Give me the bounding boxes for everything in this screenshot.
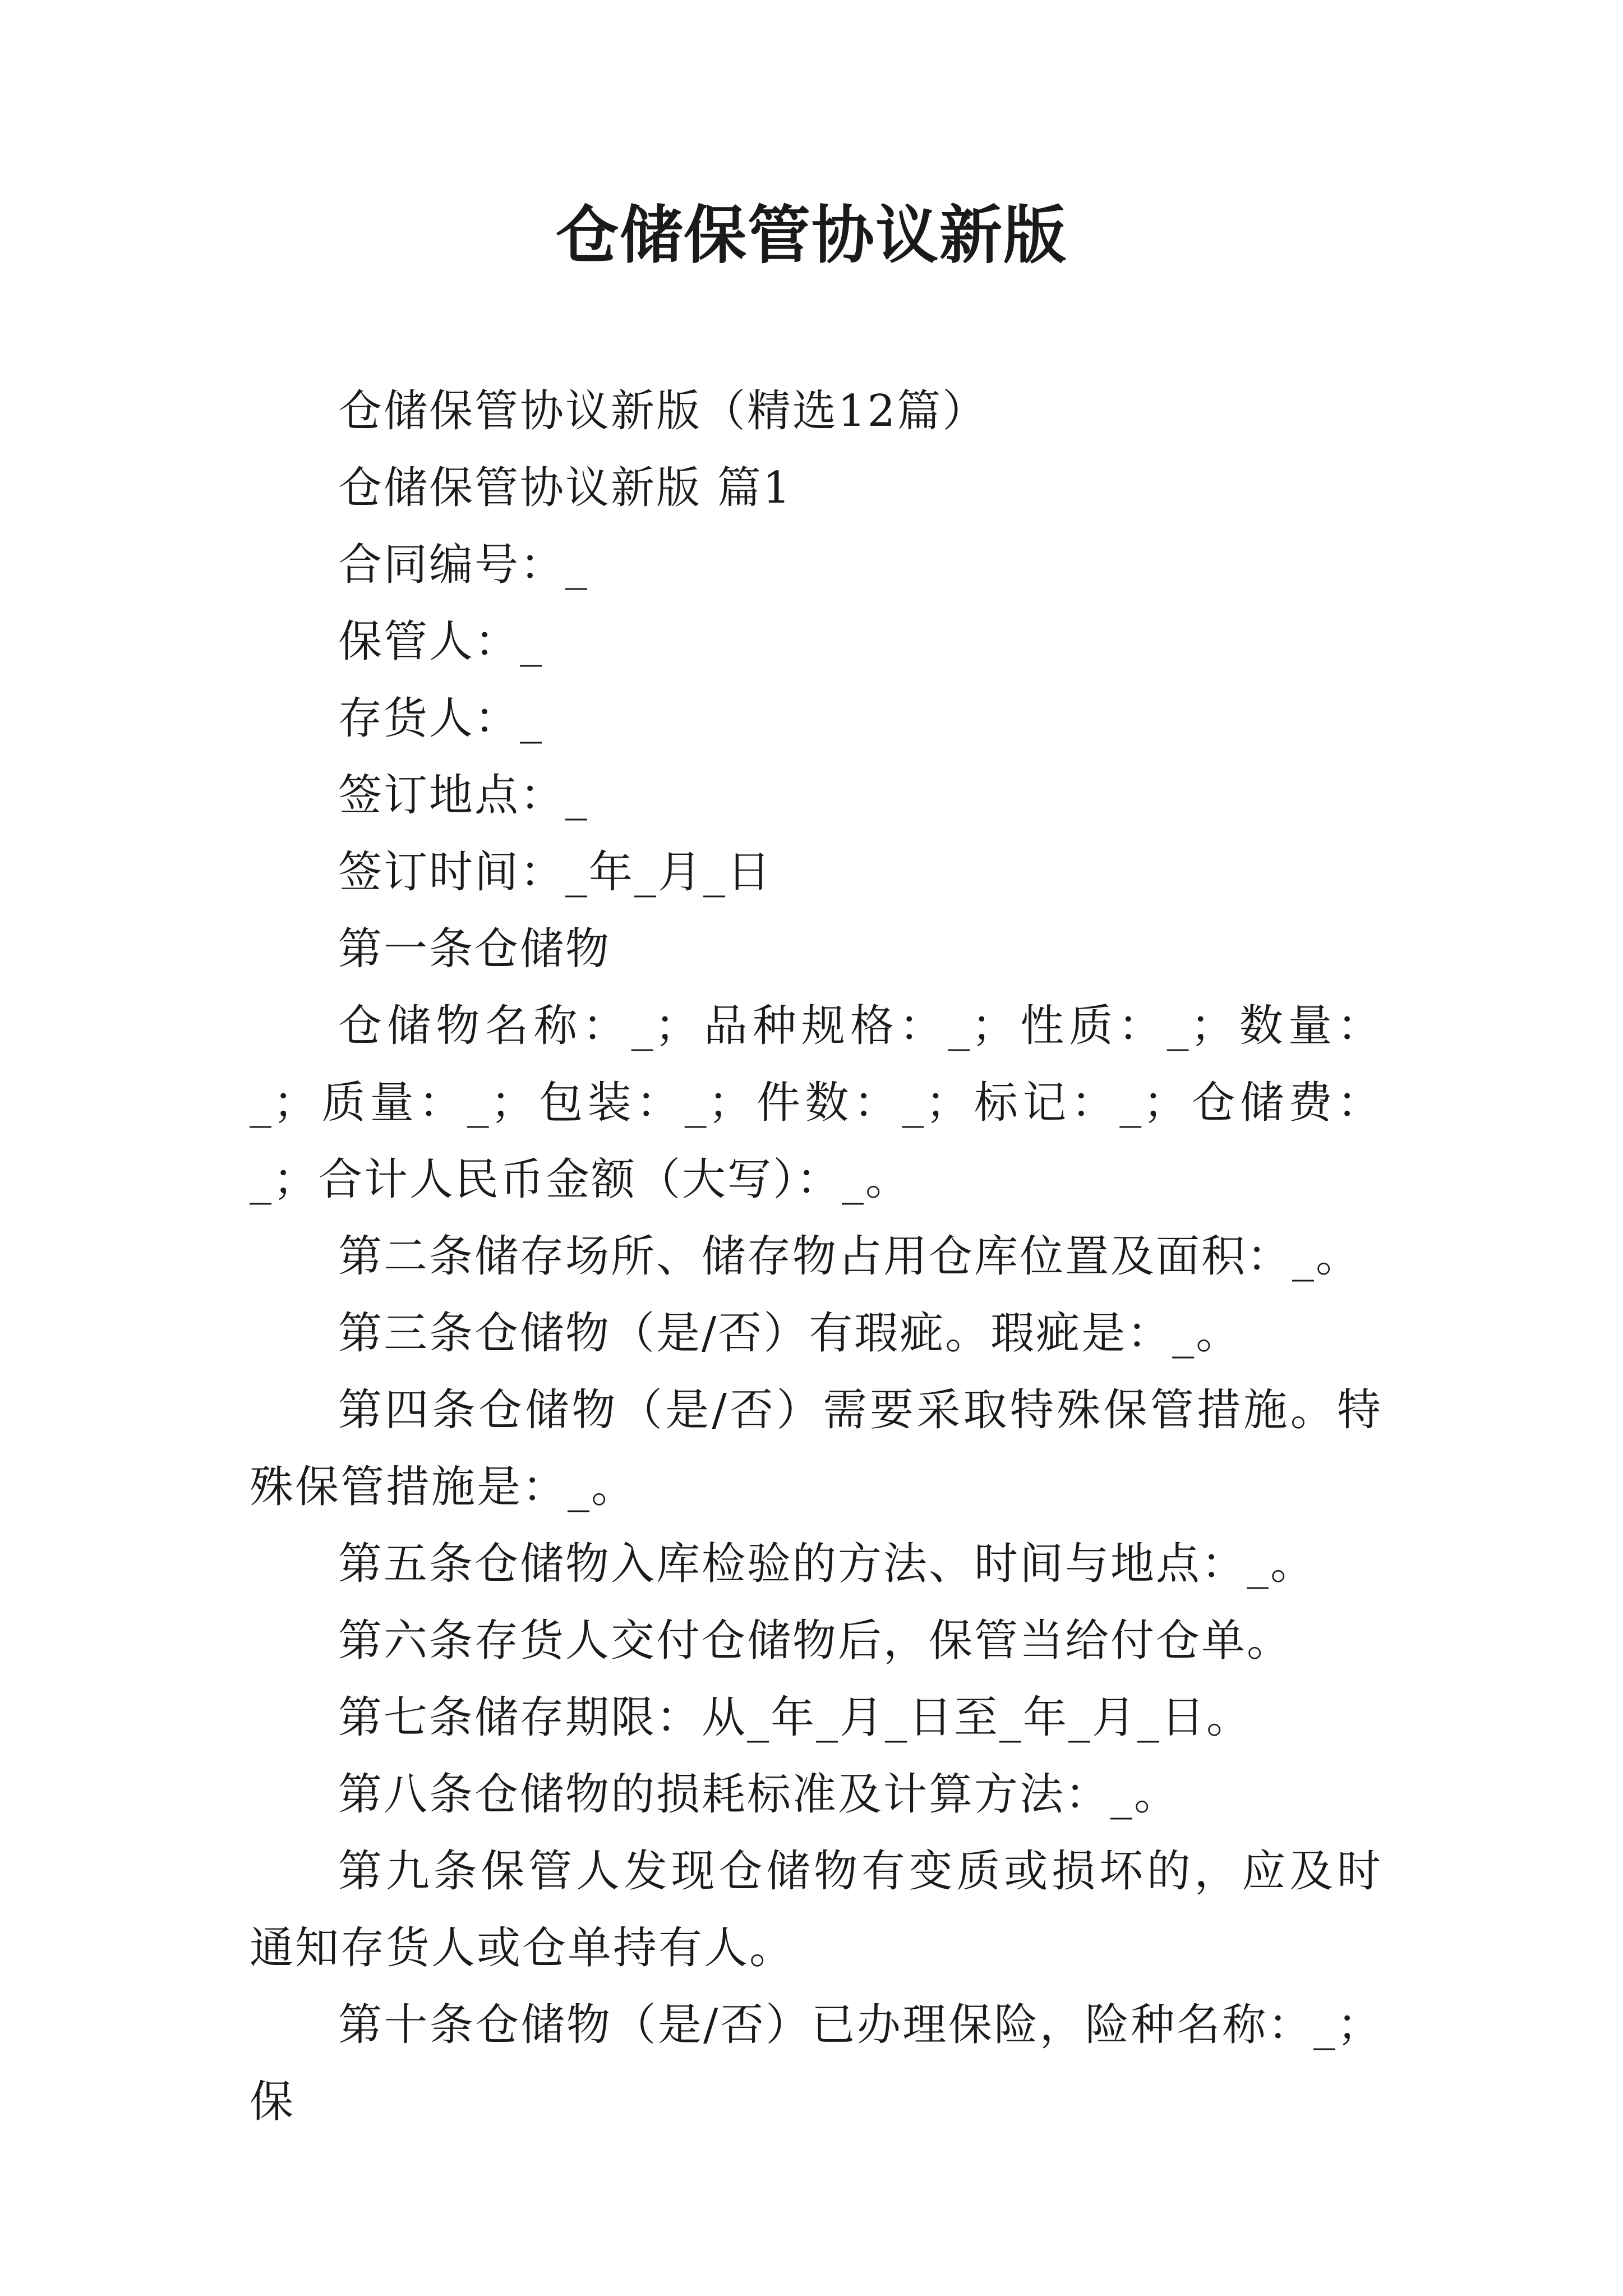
paragraph-depositor: 存货人：_ xyxy=(338,693,544,744)
paragraph-goods-details: 仓储物名称：_；品种规格：_；性质：_；数量：_；质量：_；包装：_；件数：_；标记：_；仓储费：_；合计人民币金额（大写）：_。 xyxy=(250,1001,1382,1205)
paragraph-signing-place: 签订地点：_ xyxy=(338,770,589,821)
paragraph-article-8: 第八条仓储物的损耗标准及计算方法：_。 xyxy=(338,1769,1180,1820)
paragraph-part-heading: 仓储保管协议新版 篇1 xyxy=(338,463,792,513)
document-title: 仓储保管协议新版 xyxy=(556,199,1067,272)
paragraph-custodian: 保管人：_ xyxy=(338,616,544,667)
paragraph-article-10: 第十条仓储物（是/否）已办理保险，险种名称：_；保 xyxy=(250,2000,1382,2127)
paragraph-article-4: 第四条仓储物（是/否）需要采取特殊保管措施。特殊保管措施是：_。 xyxy=(250,1385,1382,1512)
paragraph-collection-heading: 仓储保管协议新版（精选12篇） xyxy=(338,386,988,436)
paragraph-article-5: 第五条仓储物入库检验的方法、时间与地点：_。 xyxy=(338,1539,1316,1589)
paragraph-article-2: 第二条储存场所、储存物占用仓库位置及面积：_。 xyxy=(338,1231,1362,1282)
paragraph-article-7: 第七条储存期限：从_年_月_日至_年_月_日。 xyxy=(338,1692,1252,1743)
paragraph-signing-date: 签订时间：_年_月_日 xyxy=(338,847,773,898)
paragraph-article-1: 第一条仓储物 xyxy=(338,924,611,974)
paragraph-article-3: 第三条仓储物（是/否）有瑕疵。瑕疵是：_。 xyxy=(338,1308,1242,1359)
paragraph-contract-number: 合同编号：_ xyxy=(338,540,589,590)
document-body xyxy=(250,373,1382,2141)
paragraph-article-6: 第六条存货人交付仓储物后，保管当给付仓单。 xyxy=(338,1616,1293,1666)
paragraph-article-9: 第九条保管人发现仓储物有变质或损坏的，应及时通知存货人或仓单持有人。 xyxy=(250,1846,1382,1973)
